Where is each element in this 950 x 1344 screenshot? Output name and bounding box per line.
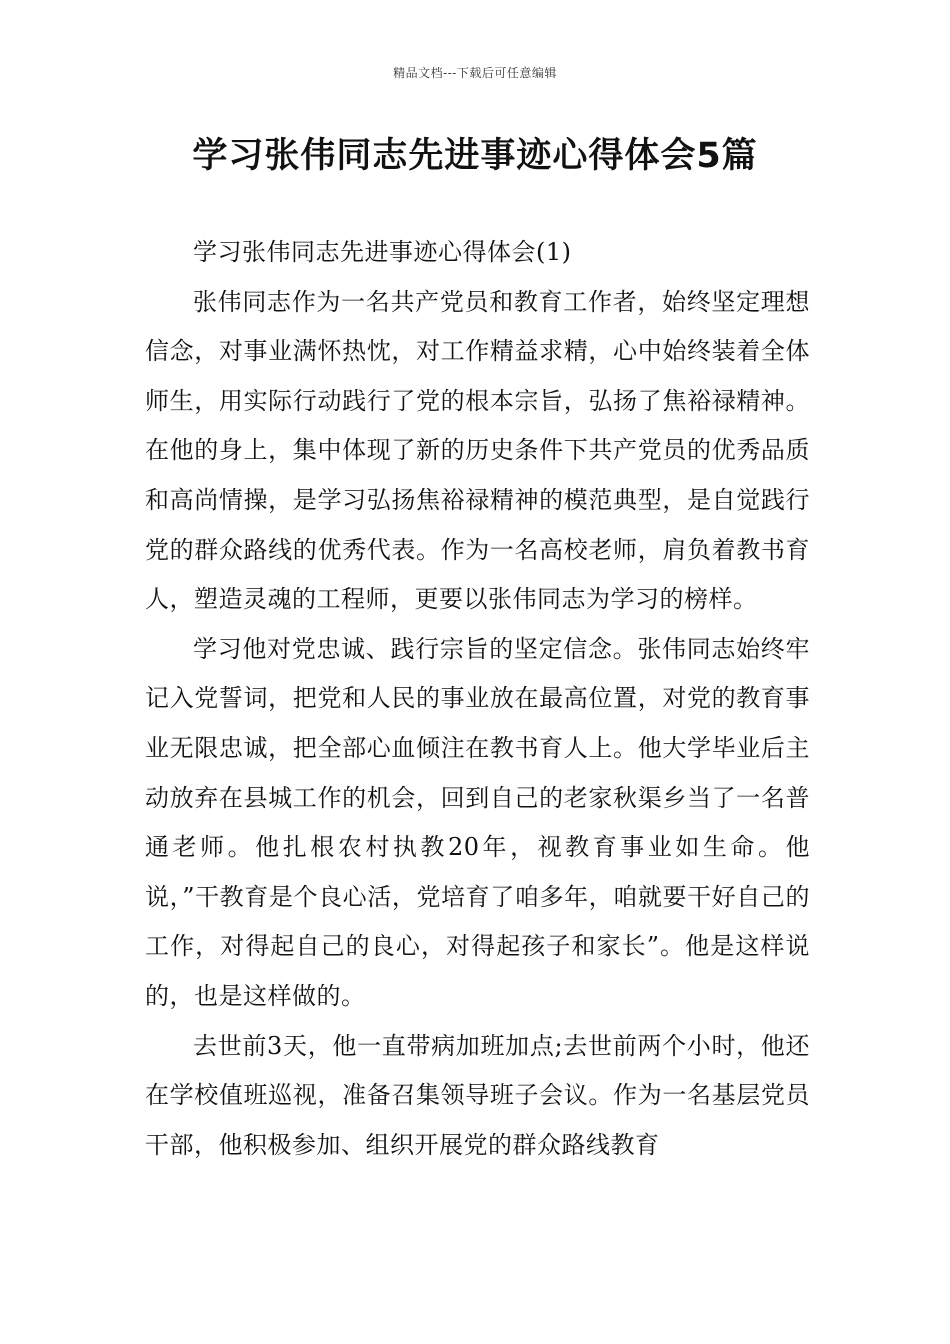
paragraph-3: 去世前3天，他一直带病加班加点;去世前两个小时，他还在学校值班巡视，准备召集领导班子会议。作为一名基层党员干部，他积极参加、组织开展党的群众路线教育: [145, 1031, 810, 1159]
paragraph-2: 学习他对党忠诚、践行宗旨的坚定信念。张伟同志始终牢记入党誓词，把党和人民的事业放在最高位置，对党的教育事业无限忠诚，把全部心血倾注在教书育人上。他大学毕业后主动放弃在县城工作的机会，回到自己的老家秋渠乡当了一名普通老师。他扎根农村执教20年，视教育事业如生命。他说，”干教育是个良心活，党培育了咱多年，咱就要干好自己的工作，对得起自己的良心，对得起孩子和家长”。他是这样说的，也是这样做的。: [145, 634, 810, 1010]
document-title: 学习张伟同志先进事迹心得体会5篇: [192, 136, 758, 176]
paragraph-1: 张伟同志作为一名共产党员和教育工作者，始终坚定理想信念，对事业满怀热忱，对工作精益求精，心中始终装着全体师生，用实际行动践行了党的根本宗旨，弘扬了焦裕禄精神。在他的身上，集中体现了新的历史条件下共产党员的优秀品质和高尚情操，是学习弘扬焦裕禄精神的模范典型，是自觉践行党的群众路线的优秀代表。作为一名高校老师，肩负着教书育人，塑造灵魂的工程师，更要以张伟同志为学习的榜样。: [145, 287, 810, 614]
document-body: [145, 228, 810, 1170]
section-subtitle: 学习张伟同志先进事迹心得体会(1): [193, 238, 572, 266]
header-note: 精品文档---下载后可任意编辑: [393, 66, 557, 80]
